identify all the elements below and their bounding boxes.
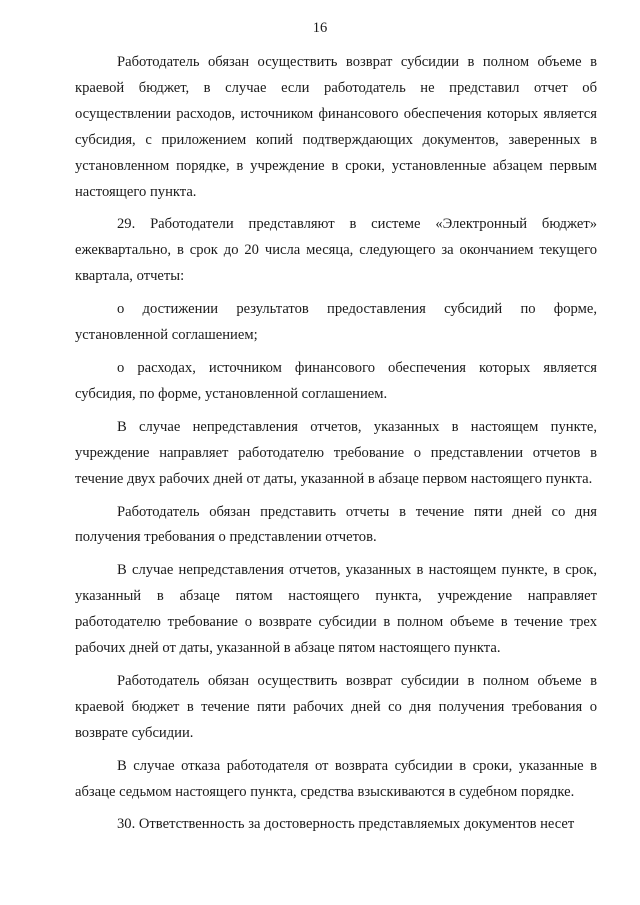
paragraph-5: В случае непредставления отчетов, указанных в настоящем пункте, учреждение направляет работодателю требование о представлении отчетов в течение двух рабочих дней от даты, указанной в абзаце первом настоящего пункта.	[75, 418, 597, 487]
paragraph-10: 30. Ответственность за достоверность представляемых документов несет	[117, 816, 575, 833]
paragraph-4: о расходах, источником финансового обеспечения которых является субсидия, по форме, установленной соглашением.	[75, 359, 597, 402]
page-number: 16	[312, 20, 328, 36]
paragraph-1: Работодатель обязан осуществить возврат субсидии в полном объеме в краевой бюджет, в случае если работодатель не представил отчет об осуществлении расходов, источником финансового обеспечения которых является субсидия, с приложением копий подтверждающих документов, заверенных в установленном порядке, в учреждение в сроки, установленные абзацем первым настоящего пункта.	[75, 54, 597, 200]
document-body	[75, 50, 597, 845]
paragraph-7: В случае непредставления отчетов, указанных в настоящем пункте, в срок, указанный в абзаце пятом настоящего пункта, учреждение направляет работодателю требование о возврате субсидии в полном объеме в течение трех рабочих дней от даты, указанной в абзаце пятом настоящего пункта.	[75, 562, 597, 657]
paragraph-9: В случае отказа работодателя от возврата субсидии в сроки, указанные в абзаце седьмом настоящего пункта, средства взыскиваются в судебном порядке.	[75, 757, 597, 800]
paragraph-3: о достижении результатов предоставления субсидий по форме, установленной соглашением;	[75, 301, 597, 344]
paragraph-2: 29. Работодатели представляют в системе «Электронный бюджет» ежеквартально, в срок до 20 числа месяца, следующего за окончанием текущего квартала, отчеты:	[75, 216, 597, 285]
paragraph-6: Работодатель обязан представить отчеты в течение пяти дней со дня получения требования о представлении отчетов.	[75, 503, 597, 546]
paragraph-8: Работодатель обязан осуществить возврат субсидии в полном объеме в краевой бюджет в течение пяти рабочих дней со дня получения требования о возврате субсидии.	[75, 672, 597, 741]
